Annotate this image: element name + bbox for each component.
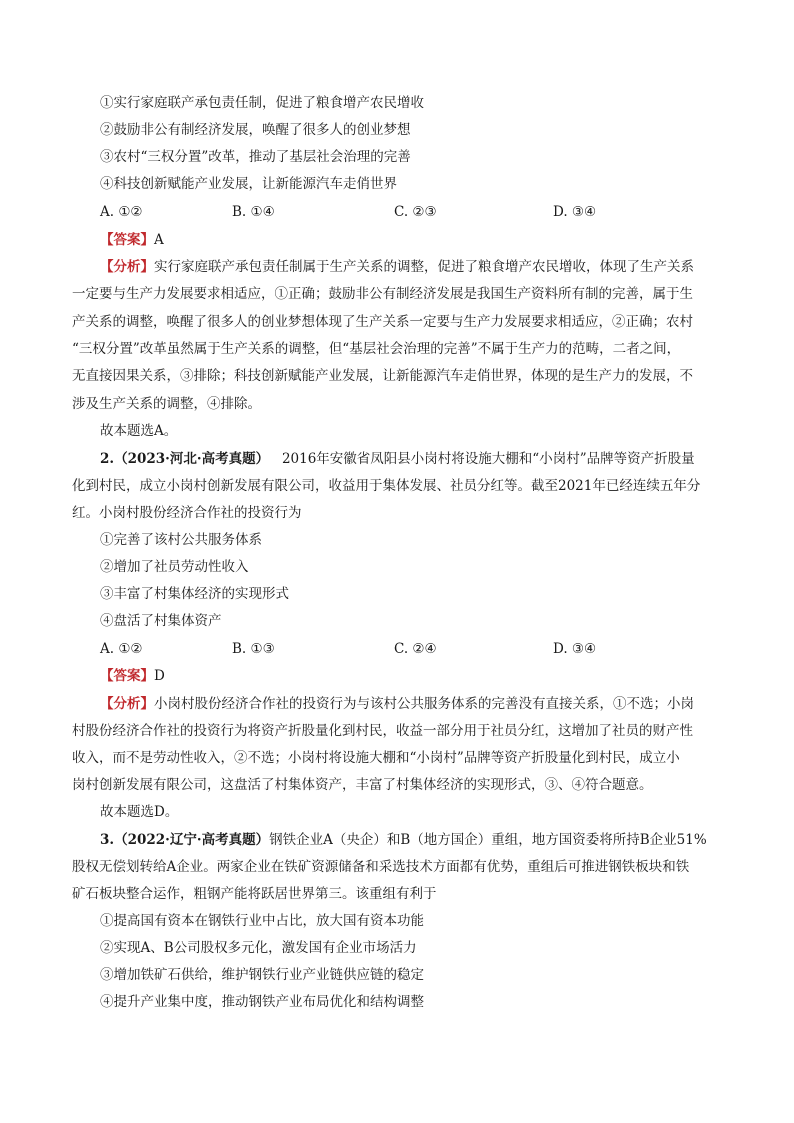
analysis-tag: 【分析】	[100, 259, 154, 275]
q1-option-d: D. ③④	[553, 204, 597, 220]
q2-item-4: ④盘活了村集体资产	[100, 613, 222, 629]
q1-option-a: A. ①②	[100, 204, 143, 220]
q1-item-3: ③农村“三权分置”改革，推动了基层社会治理的完善	[100, 149, 411, 165]
q2-stem-line-2: 化到村民，成立小岗村创新发展有限公司，收益用于集体发展、社员分红等。截至2021年已经连续五年分	[72, 478, 701, 494]
q1-analysis-line-6: 涉及生产关系的调整，④排除。	[72, 396, 261, 412]
q2-stem-line-1	[100, 450, 695, 468]
q3-stem-line-2: 股权无偿划转给A企业。两家企业在铁矿资源储备和采选技术方面都有优势，重组后可推进钢铁板块和铁	[72, 859, 690, 875]
q3-stem-line-1	[100, 831, 707, 849]
q1-item-1: ①实行家庭联产承包责任制，促进了粮食增产农民增收	[100, 95, 424, 111]
q2-analysis-line-3: 收入，而不是劳动性收入，②不选；小岗村将设施大棚和“小岗村”品牌等资产折股量化到村民，成立小	[72, 750, 680, 766]
answer-tag: 【答案】	[100, 668, 154, 684]
analysis-text: 小岗村股份经济合作社的投资行为与该村公共服务体系的完善没有直接关系，①不选；小岗	[154, 696, 694, 712]
analysis-text: 实行家庭联产承包责任制属于生产关系的调整，促进了粮食增产农民增收，体现了生产关系	[154, 259, 694, 275]
analysis-tag: 【分析】	[100, 696, 154, 712]
q2-item-2: ②增加了社员劳动性收入	[100, 559, 249, 575]
q2-stem-text: 2016年安徽省凤阳县小岗村将设施大棚和“小岗村”品牌等资产折股量	[281, 451, 695, 467]
q2-analysis-line-2: 村股份经济合作社的投资行为将资产折股量化到村民，收益一部分用于社员分红，这增加了社员的财产性	[72, 723, 693, 739]
q3-item-2: ②实现A、B公司股权多元化，激发国有企业市场活力	[100, 940, 417, 956]
q2-analysis-line-1	[100, 695, 694, 713]
q2-option-c: C. ②④	[394, 641, 437, 657]
q2-item-1: ①完善了该村公共服务体系	[100, 532, 262, 548]
answer-value: A	[154, 232, 164, 248]
q2-stem-line-3: 红。小岗村股份经济合作社的投资行为	[72, 505, 302, 521]
q3-item-4: ④提升产业集中度，推动钢铁产业布局优化和结构调整	[100, 994, 424, 1010]
q1-conclusion: 故本题选A。	[100, 423, 178, 439]
q2-source: 2.（2023·河北·高考真题）	[100, 451, 270, 467]
q1-item-2: ②鼓励非公有制经济发展，唤醒了很多人的创业梦想	[100, 122, 411, 138]
q1-analysis-line-3: 产关系的调整，唤醒了很多人的创业梦想体现了生产关系一定要与生产力发展要求相适应，②正确；农村	[72, 314, 693, 330]
q1-analysis-line-2: 一定要与生产力发展要求相适应，①正确；鼓励非公有制经济发展是我国生产资料所有制的完善，属于生	[72, 286, 693, 302]
q2-item-3: ③丰富了村集体经济的实现形式	[100, 586, 289, 602]
answer-value: D	[154, 668, 165, 684]
answer-tag: 【答案】	[100, 232, 154, 248]
q1-analysis-line-4: “三权分置”改革虽然属于生产关系的调整，但“基层社会治理的完善”不属于生产力的范畴，二者之间，	[72, 341, 681, 357]
q3-source: 3.（2022·辽宁·高考真题）	[100, 832, 270, 848]
q2-analysis-line-4: 岗村创新发展有限公司，这盘活了村集体资产，丰富了村集体经济的实现形式，③、④符合题意。	[72, 777, 653, 793]
q1-answer	[100, 231, 164, 249]
q1-analysis-line-5: 无直接因果关系，③排除；科技创新赋能产业发展，让新能源汽车走俏世界，体现的是生产力的发展，不	[72, 368, 693, 384]
q2-option-a: A. ①②	[100, 641, 143, 657]
q2-option-d: D. ③④	[553, 641, 597, 657]
q3-stem-text: 钢铁企业A（央企）和B（地方国企）重组，地方国资委将所持B企业51%	[269, 832, 707, 848]
q2-option-b: B. ①③	[232, 641, 275, 657]
q1-option-b: B. ①④	[232, 204, 275, 220]
q1-option-c: C. ②③	[394, 204, 437, 220]
q3-stem-line-3: 矿石板块整合运作，粗钢产能将跃居世界第三。该重组有利于	[72, 886, 437, 902]
q1-analysis-line-1	[100, 258, 694, 276]
q2-conclusion: 故本题选D。	[100, 804, 179, 820]
q2-answer	[100, 667, 165, 685]
q3-item-3: ③增加铁矿石供给，维护钢铁行业产业链供应链的稳定	[100, 967, 424, 983]
q3-item-1: ①提高国有资本在钢铁行业中占比，放大国有资本功能	[100, 913, 424, 929]
q1-item-4: ④科技创新赋能产业发展，让新能源汽车走俏世界	[100, 176, 397, 192]
